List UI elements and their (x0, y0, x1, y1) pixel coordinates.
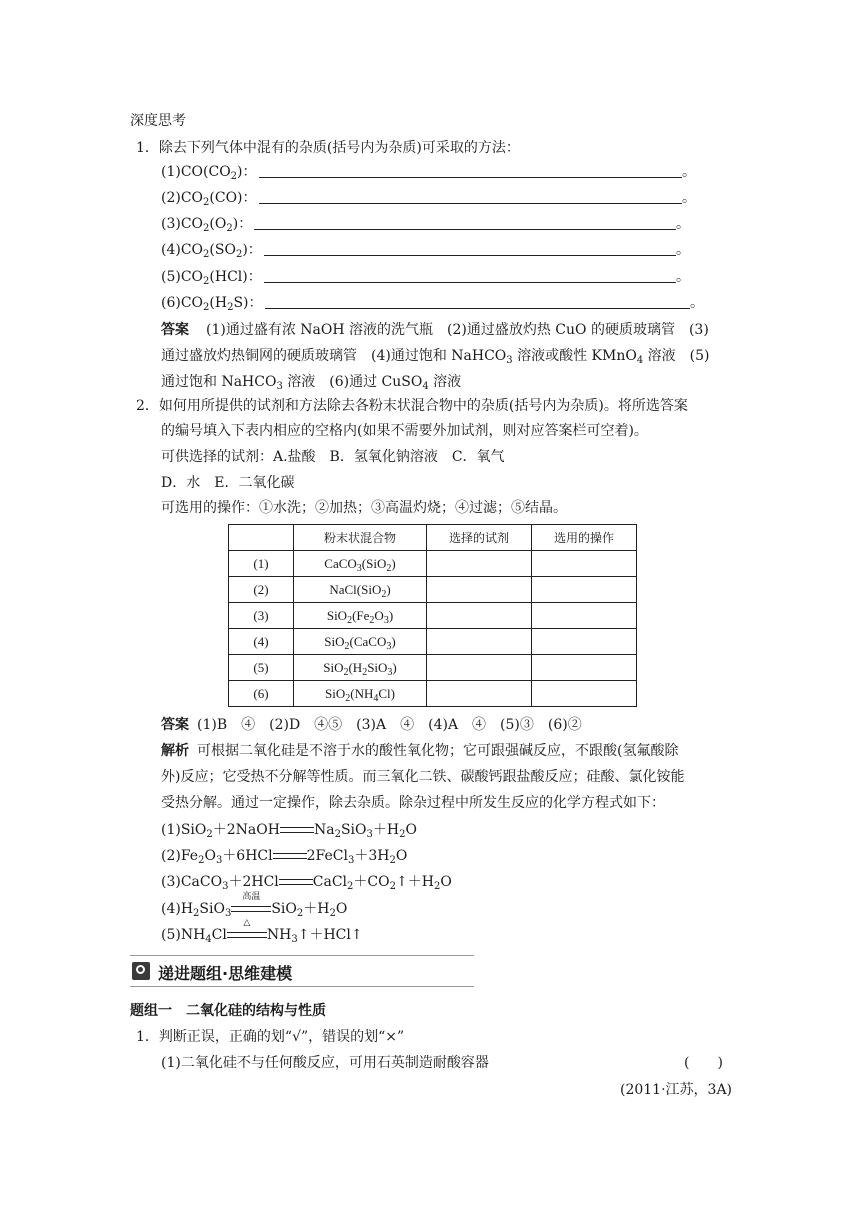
table-header-mixture: 粉末状混合物 (294, 525, 427, 551)
operation-options: 可选用的操作：①水洗；②加热；③高温灼烧；④过滤；⑤结晶。 (161, 500, 567, 516)
answer-blank-line[interactable] (264, 255, 676, 256)
condition-label: 高温 (242, 892, 261, 902)
magnifier-icon (132, 962, 150, 980)
equation-4-left: $(4)H_2SiO_3$ (161, 901, 232, 919)
answer-blank-line[interactable] (259, 203, 682, 204)
source-citation: (2011·江苏，3A) (620, 1082, 733, 1098)
section-banner (130, 955, 474, 987)
table-header-no (229, 525, 294, 551)
analysis-line-2: 外)反应；它受热不分解等性质。而三氧化二铁、碳酸钙跟盐酸反应；硅酸、氯化铵能 (161, 769, 685, 785)
mixture-cell: $SiO_2(H_2SiO_3)$ (294, 655, 427, 681)
mixture-cell: SiO$_2$(CaCO$_3$) (294, 629, 427, 655)
analysis-line-1 (161, 741, 678, 761)
table-header-operation: 选用的操作 (532, 525, 637, 551)
answer-line: 通过饱和 NaHCO$_3$ 溶液 (6)通过 CuSO$_4$ 溶液 (161, 374, 462, 392)
blank-item (161, 214, 252, 234)
question-2-stem-2: 的编号填入下表内相应的空格内(如果不需要外加试剂，则对应答案栏可空着)。 (161, 423, 648, 439)
heat-equals (227, 918, 267, 945)
answer-paren: ( ) (684, 1055, 723, 1071)
table-header-row (229, 525, 637, 551)
reagent-cell[interactable] (427, 577, 532, 603)
operation-cell[interactable] (532, 551, 637, 577)
equation-1 (161, 820, 417, 840)
group-q1-stem: 1．判断正误，正确的划“√”，错误的划“×” (136, 1029, 405, 1045)
answer-label: 答案 (161, 322, 189, 338)
reagent-cell[interactable] (427, 681, 532, 707)
mixture-cell: $SiO_2(Fe_2O_3)$ (294, 603, 427, 629)
mixture-cell: CaCO$_3$(SiO$_2$) (294, 551, 427, 577)
question-1-stem: 1．除去下列气体中混有的杂质(括号内为杂质)可采取的方法： (136, 140, 520, 156)
reagent-cell[interactable] (427, 603, 532, 629)
reagent-cell[interactable] (427, 655, 532, 681)
row-number: (2) (229, 577, 294, 603)
answer-line: 通过盛放灼热铜网的硬质玻璃管 (4)通过饱和 NaHCO$_3$ 溶液或酸性 KMnO$_4$ 溶液 (5) (161, 348, 710, 366)
equation-4-right: $SiO_2+H_2O$ (271, 901, 348, 919)
answer-blank-line[interactable] (254, 229, 676, 230)
blank-item-label: $(6)CO_2(H_2S)$： (161, 295, 263, 313)
reagent-cell[interactable] (427, 551, 532, 577)
blank-item-end: 。 (682, 190, 696, 206)
answer-blank-line[interactable] (259, 177, 682, 178)
blank-item-end: 。 (676, 242, 690, 258)
operation-cell[interactable] (532, 603, 637, 629)
equation-2-right: $2FeCl_3+3H_2O$ (306, 848, 408, 866)
blank-item (161, 162, 257, 182)
equals-sign (280, 827, 314, 833)
blank-item-label: $(2)CO_2(CO)$： (161, 190, 257, 208)
table-row (229, 629, 637, 655)
section-heading: 深度思考 (130, 113, 186, 129)
operation-cell[interactable] (532, 629, 637, 655)
operation-cell[interactable] (532, 577, 637, 603)
mixture-cell: NaCl(SiO$_2$) (294, 577, 427, 603)
blank-item-end: 。 (690, 295, 704, 311)
blank-item-label: $(5)CO_2(HCl)$： (161, 269, 262, 287)
group-title: 题组一 二氧化硅的结构与性质 (130, 1003, 326, 1019)
table-row (229, 551, 637, 577)
row-number: (3) (229, 603, 294, 629)
table-header-reagent: 选择的试剂 (427, 525, 532, 551)
answer-text: (1)B ④ (2)D ④⑤ (3)A ④ (4)A ④ (5)③ (6)② (197, 717, 582, 733)
reagent-options-1: 可供选择的试剂：A.盐酸 B．氢氧化钠溶液 C．氧气 (161, 449, 505, 465)
blank-item (161, 240, 262, 260)
operation-cell[interactable] (532, 681, 637, 707)
mixture-cell: $SiO_2(NH_4Cl)$ (294, 681, 427, 707)
reagent-options-2: D．水 E．二氧化碳 (161, 475, 295, 491)
question-2-answer (161, 715, 582, 735)
condition-label: △ (243, 918, 251, 928)
equation-1-right: $Na_2SiO_3+H_2O$ (313, 822, 417, 840)
analysis-line-3: 受热分解。通过一定操作，除去杂质。除杂过程中所发生反应的化学方程式如下： (161, 795, 665, 811)
equation-2-left: $(2)Fe_2O_3+6HCl$ (161, 848, 273, 866)
question-2-stem-1: 2．如何用所提供的试剂和方法除去各粉末状混合物中的杂质(括号内为杂质)。将所选答案 (136, 398, 688, 414)
row-number: (5) (229, 655, 294, 681)
blank-item (161, 267, 262, 287)
reagent-cell[interactable] (427, 629, 532, 655)
blank-item (161, 188, 257, 208)
answer-blank-line[interactable] (264, 282, 676, 283)
group-q1-item: (1)二氧化硅不与任何酸反应，可用石英制造耐酸容器 (161, 1055, 489, 1071)
blank-item-end: 。 (682, 164, 696, 180)
answer-blank-line[interactable] (265, 308, 690, 309)
equation-5 (161, 918, 363, 945)
table-row (229, 655, 637, 681)
equation-3-right: $CaCl_2+CO_2↑+H_2O$ (312, 874, 452, 892)
equation-3 (161, 872, 452, 892)
section-title: 递进题组·思维建模 (158, 964, 293, 983)
analysis-text-1: 可根据二氧化硅是不溶于水的酸性氧化物；它可跟强碱反应，不跟酸(氢氟酸除 (197, 743, 679, 759)
row-number: (1) (229, 551, 294, 577)
operation-cell[interactable] (532, 655, 637, 681)
equation-5-right: $NH_3↑+HCl↑$ (266, 927, 363, 945)
blank-item-label: $(1)CO(CO_2)$： (161, 164, 257, 182)
blank-item-label: $(3)CO_2(O_2)$： (161, 216, 253, 234)
row-number: (4) (229, 629, 294, 655)
mixture-table (228, 524, 637, 707)
blank-item-label: $(4)CO_2(SO_2)$： (161, 242, 262, 260)
blank-item-end: 。 (676, 216, 690, 232)
equals-sign (279, 879, 313, 885)
blank-item-end: 。 (676, 269, 690, 285)
equation-3-left: (3)CaCO$_3$＋2HCl (161, 874, 279, 892)
question-1-answer (161, 320, 189, 340)
answer-label: 答案 (161, 717, 189, 733)
analysis-label: 解析 (161, 743, 189, 759)
equation-1-left: (1)SiO$_2$＋2NaOH (161, 822, 280, 840)
table-body (229, 551, 637, 707)
table-row (229, 681, 637, 707)
row-number: (6) (229, 681, 294, 707)
table-row (229, 577, 637, 603)
equation-5-left: $(5)NH_4Cl$ (161, 927, 227, 945)
blank-item (161, 293, 263, 313)
equation-2 (161, 846, 407, 866)
answer-line: (1)通过盛有浓 NaOH 溶液的洗气瓶 (2)通过盛放灼热 CuO 的硬质玻璃管 (3) (206, 322, 709, 338)
table-row (229, 603, 637, 629)
equals-sign (273, 853, 307, 859)
